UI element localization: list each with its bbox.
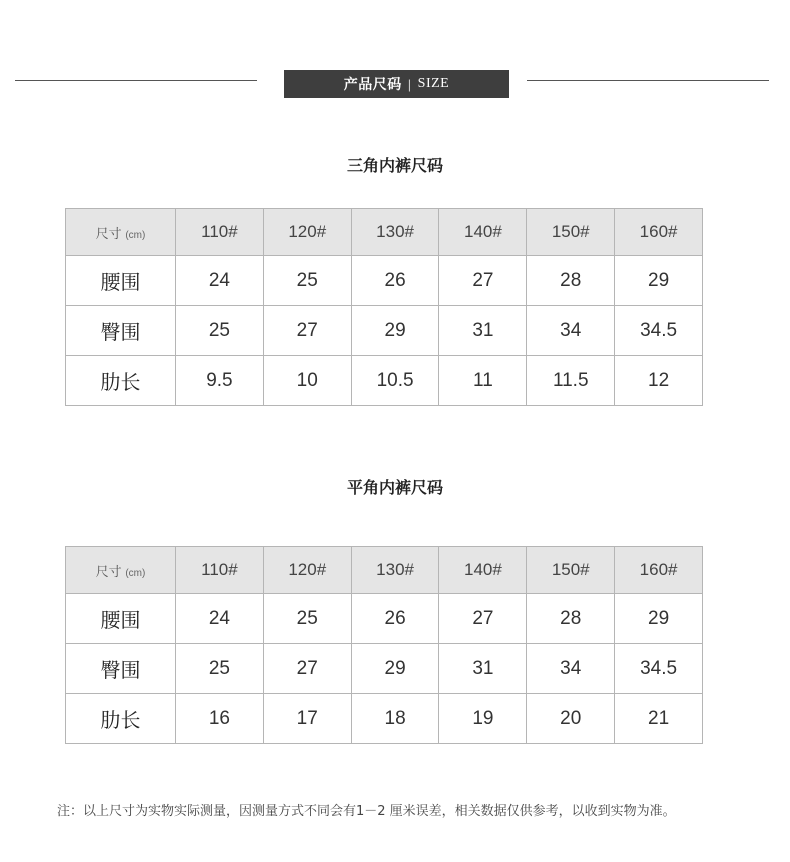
header-divider-left <box>15 80 257 81</box>
table-cell: 16 <box>176 694 264 744</box>
table-row <box>66 306 703 356</box>
size-header: 160# <box>615 547 703 594</box>
corner-unit: (cm) <box>125 229 146 241</box>
table-cell: 17 <box>263 694 351 744</box>
corner-cell <box>66 209 176 256</box>
table-cell: 29 <box>351 306 439 356</box>
table-cell: 27 <box>263 306 351 356</box>
row-label: 臀围 <box>66 306 176 356</box>
table-header-row <box>66 547 703 594</box>
size-header: 120# <box>263 209 351 256</box>
table-cell: 31 <box>439 644 527 694</box>
size-header: 150# <box>527 209 615 256</box>
size-header: 150# <box>527 547 615 594</box>
table-cell: 20 <box>527 694 615 744</box>
size-table-briefs <box>65 208 703 406</box>
table-cell: 18 <box>351 694 439 744</box>
corner-cell <box>66 547 176 594</box>
table-cell: 28 <box>527 594 615 644</box>
table-cell: 21 <box>615 694 703 744</box>
table-cell: 24 <box>176 594 264 644</box>
table-cell: 25 <box>176 306 264 356</box>
table-row <box>66 694 703 744</box>
table-cell: 12 <box>615 356 703 406</box>
footnote: 注：以上尺寸为实物实际测量，因测量方式不同会有1－2 厘米误差，相关数据仅供参考，以收到实物为准。 <box>57 804 676 819</box>
row-label: 肋长 <box>66 356 176 406</box>
corner-unit: (cm) <box>125 567 146 579</box>
table-row <box>66 594 703 644</box>
header-separator: | <box>407 76 412 92</box>
table-cell: 29 <box>351 644 439 694</box>
table-cell: 29 <box>615 594 703 644</box>
row-label: 肋长 <box>66 694 176 744</box>
size-header: 110# <box>176 209 264 256</box>
table-cell: 10 <box>263 356 351 406</box>
size-header: 140# <box>439 547 527 594</box>
table-cell: 29 <box>615 256 703 306</box>
section-title-briefs: 三角内裤尺码 <box>346 156 443 175</box>
table-cell: 34.5 <box>615 644 703 694</box>
header-title-en: SIZE <box>417 76 450 91</box>
table-row <box>66 356 703 406</box>
size-header: 120# <box>263 547 351 594</box>
table-cell: 25 <box>176 644 264 694</box>
table-row <box>66 644 703 694</box>
table-cell: 24 <box>176 256 264 306</box>
table-cell: 25 <box>263 256 351 306</box>
table-cell: 26 <box>351 256 439 306</box>
table-cell: 34.5 <box>615 306 703 356</box>
size-header: 140# <box>439 209 527 256</box>
header-banner <box>284 70 509 98</box>
size-header: 130# <box>351 547 439 594</box>
table-cell: 9.5 <box>176 356 264 406</box>
table-cell: 28 <box>527 256 615 306</box>
table-cell: 31 <box>439 306 527 356</box>
table-cell: 27 <box>263 644 351 694</box>
header-title-cn: 产品尺码 <box>343 77 402 93</box>
table-row <box>66 256 703 306</box>
row-label: 腰围 <box>66 256 176 306</box>
table-header-row <box>66 209 703 256</box>
table-cell: 27 <box>439 594 527 644</box>
corner-label: 尺寸 <box>95 563 122 579</box>
table-cell: 34 <box>527 644 615 694</box>
row-label: 腰围 <box>66 594 176 644</box>
section-title-boxers: 平角内裤尺码 <box>346 478 443 497</box>
corner-label: 尺寸 <box>95 225 122 241</box>
size-header: 160# <box>615 209 703 256</box>
table-cell: 27 <box>439 256 527 306</box>
table-cell: 26 <box>351 594 439 644</box>
size-header: 110# <box>176 547 264 594</box>
size-header: 130# <box>351 209 439 256</box>
table-cell: 25 <box>263 594 351 644</box>
row-label: 臀围 <box>66 644 176 694</box>
size-table-boxers <box>65 546 703 744</box>
table-cell: 34 <box>527 306 615 356</box>
table-cell: 11 <box>439 356 527 406</box>
table-cell: 19 <box>439 694 527 744</box>
table-cell: 11.5 <box>527 356 615 406</box>
header-divider-right <box>527 80 769 81</box>
table-cell: 10.5 <box>351 356 439 406</box>
